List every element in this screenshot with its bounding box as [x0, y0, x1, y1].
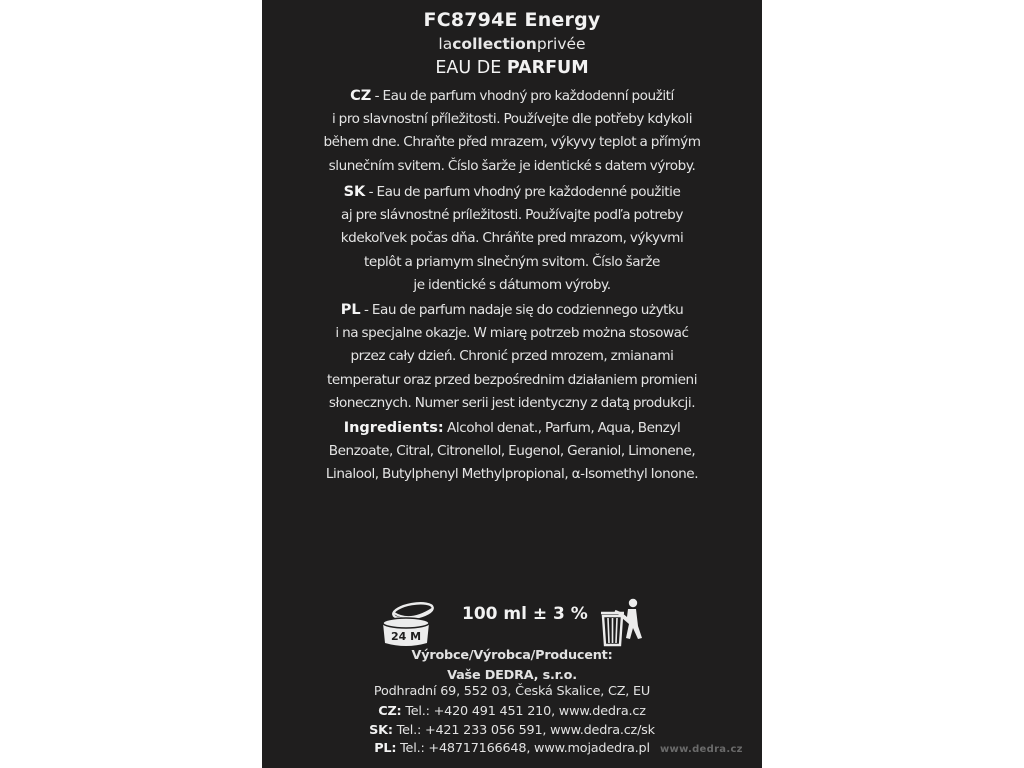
description-line: kdekoľvek počas dňa. Chráňte pred mrazom, výkyvmi	[340, 230, 684, 247]
description-line: je identické s dátumom výroby.	[413, 276, 611, 293]
description-line: i pro slavnostní příležitosti. Používejte dle potřeby kdykoli	[331, 111, 693, 128]
description-line: słonecznych. Numer serii jest identyczny z datą produkcji.	[328, 394, 696, 411]
text-span: Tel.: +420 491 451 210, www.dedra.cz	[401, 704, 646, 719]
company-name: Vaše DEDRA, s.r.o.	[447, 668, 577, 683]
company-address: Podhradní 69, 552 03, Česká Skalice, CZ, EU	[373, 684, 651, 699]
description-line: Benzoate, Citral, Citronellol, Eugenol, Geraniol, Limonene,	[328, 443, 696, 460]
producer-heading: Výrobce/Výrobca/Producent:	[411, 648, 613, 663]
ingredients-heading: Ingredients:	[343, 420, 444, 436]
contact-sk	[262, 723, 762, 738]
product-title: FC8794E Energy	[423, 9, 601, 31]
description-cz	[276, 85, 748, 178]
language-code-cz: CZ	[350, 88, 372, 104]
contact-label-cz: CZ:	[378, 704, 402, 719]
language-code-sk: SK	[343, 184, 366, 200]
description-line: aj pre slávnostné príležitosti. Používajte podľa potreby	[341, 207, 683, 224]
contact-cz	[262, 704, 762, 719]
description-line: przez cały dzień. Chronić przed mrozem, zmianami	[350, 348, 674, 365]
description-pl	[276, 299, 748, 415]
contact-label-sk: SK:	[369, 723, 393, 738]
brand-name	[262, 35, 762, 53]
contact-label-pl: PL:	[374, 741, 397, 756]
description-line	[276, 85, 748, 108]
product-type	[262, 58, 762, 78]
open-jar-icon	[380, 601, 438, 649]
description-line: i na specjalne okazje. W miarę potrzeb można stosować	[335, 325, 689, 342]
description-line: slunečním svitem. Číslo šarže je identické s datem výroby.	[328, 157, 696, 174]
brand-prefix: la	[438, 35, 453, 53]
description-line: Linalool, Butylphenyl Methylpropional, α-Isomethyl Ionone.	[325, 466, 699, 483]
volume: 100 ml ± 3 %	[462, 604, 588, 624]
perfume-label	[262, 0, 762, 768]
text-span: - Eau de parfum nadaje się do codziennego użytku	[360, 302, 684, 318]
brand-suffix: privée	[536, 35, 586, 53]
product-type-prefix: EAU DE	[435, 58, 507, 78]
watermark: www.dedra.cz	[660, 744, 743, 755]
text-span: - Eau de parfum vhodný pro každodenní použití	[371, 88, 674, 104]
description-sk	[276, 181, 748, 297]
language-code-pl: PL	[340, 302, 361, 318]
text-span: Alcohol denat., Parfum, Aqua, Benzyl	[443, 420, 681, 436]
description-line: temperatur oraz przed bezpośrednim działaniem promieni	[326, 371, 698, 388]
description-line	[276, 181, 748, 204]
text-span: Tel.: +48717166648, www.mojadedra.pl	[396, 741, 650, 756]
tidyman-bin-icon	[598, 596, 654, 648]
pao-label: 24 M	[390, 630, 422, 643]
description-line: během dne. Chraňte před mrazem, výkyvy teplot a přímým	[323, 134, 701, 151]
description-line: teplôt a priamym slnečným svitom. Číslo šarže	[364, 253, 660, 270]
text-span: Tel.: +421 233 056 591, www.dedra.cz/sk	[392, 723, 655, 738]
brand-bold: collection	[452, 35, 537, 53]
text-span: - Eau de parfum vhodný pre každodenné použitie	[365, 184, 681, 200]
ingredients-list	[276, 417, 748, 487]
description-line	[276, 299, 748, 322]
product-type-bold: PARFUM	[506, 58, 589, 78]
description-line	[276, 417, 748, 440]
